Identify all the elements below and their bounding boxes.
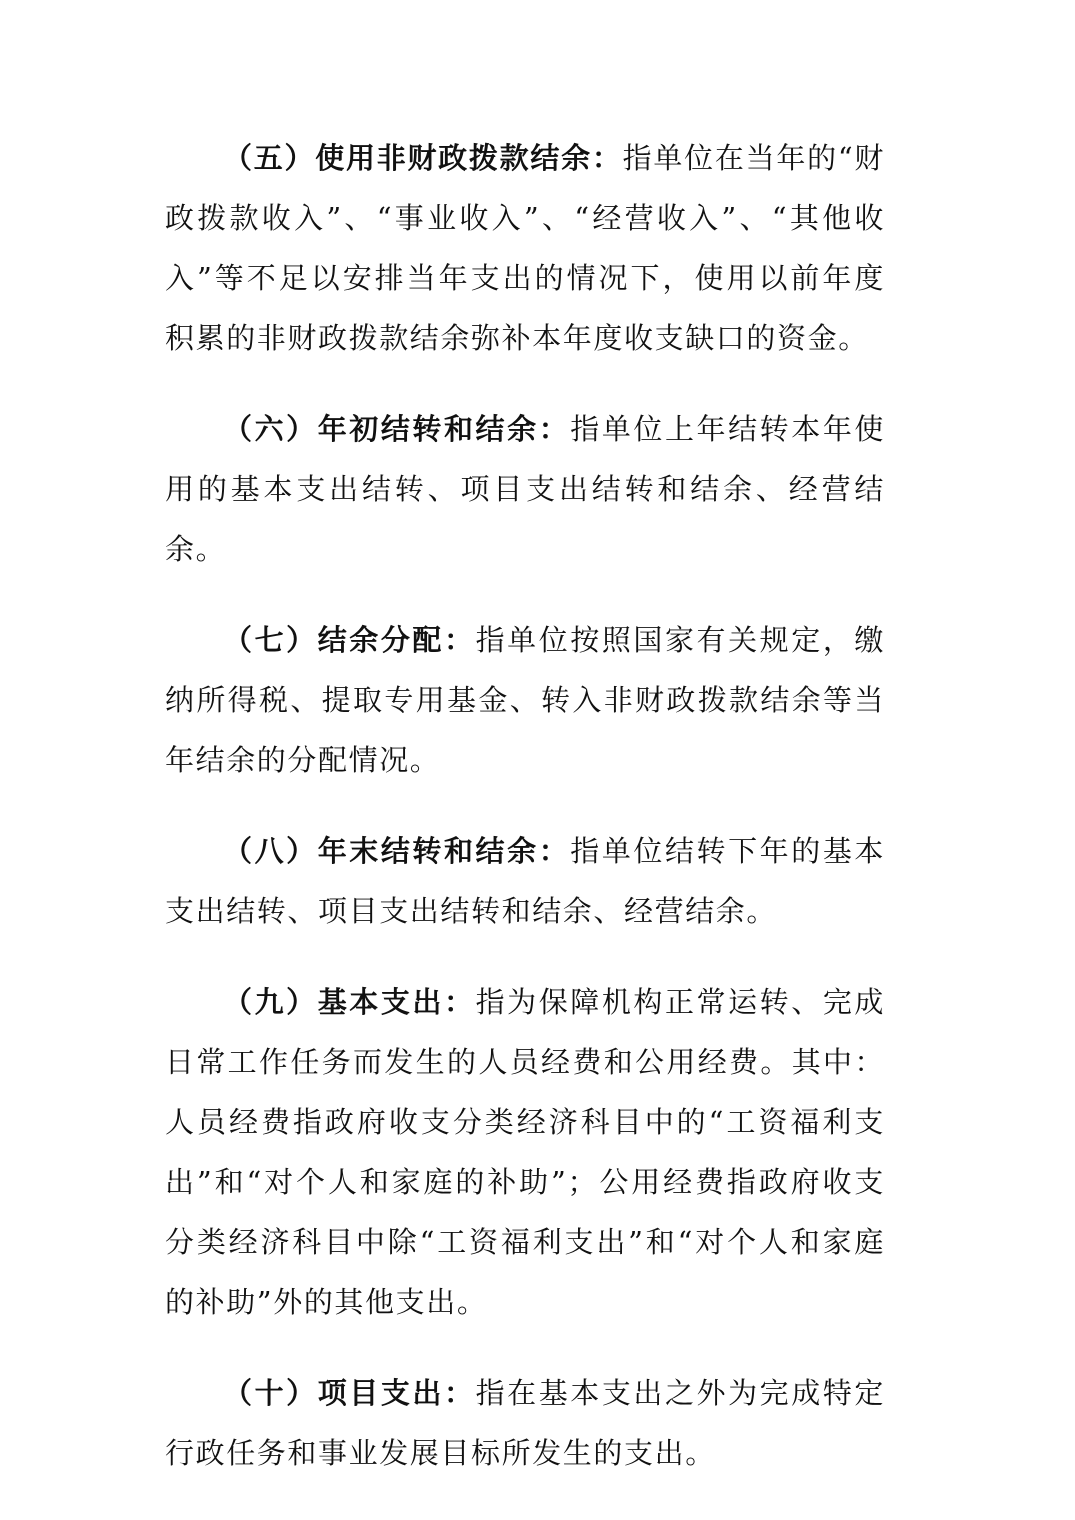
term-heading: （八）年末结转和结余： xyxy=(223,834,571,868)
paragraph-5 xyxy=(165,128,885,368)
term-heading: （七）结余分配： xyxy=(223,623,476,657)
paragraph-text: 指单位在当年的“财政拨款收入”、“事业收入”、“经营收入”、“其他收入”等不足以安排当年支出的情况下，使用以前年度积累的非财政拨款结余弥补本年度收支缺口的资金。 xyxy=(165,141,885,355)
paragraph-text: 指单位按照国家有关规定，缴纳所得税、提取专用基金、转入非财政拨款结余等当年结余的分配情况。 xyxy=(165,623,885,777)
paragraph-text: 指在基本支出之外为完成特定行政任务和事业发展目标所发生的支出。 xyxy=(165,1376,885,1470)
term-heading: （九）基本支出： xyxy=(223,985,476,1019)
paragraph-10 xyxy=(165,1363,885,1483)
paragraph-text: 指单位结转下年的基本支出结转、项目支出结转和结余、经营结余。 xyxy=(165,834,885,928)
paragraph-8 xyxy=(165,821,885,941)
paragraph-9 xyxy=(165,972,885,1332)
term-heading: （六）年初结转和结余： xyxy=(223,412,571,446)
paragraph-6 xyxy=(165,399,885,579)
paragraph-text: 指为保障机构正常运转、完成日常工作任务而发生的人员经费和公用经费。其中：人员经费指政府收支分类经济科目中的“工资福利支出”和“对个人和家庭的补助”；公用经费指政府收支分类经济科目中除“工资福利支出”和“对个人和家庭的补助”外的其他支出。 xyxy=(165,985,885,1319)
paragraph-7 xyxy=(165,610,885,790)
paragraph-text: 指单位上年结转本年使用的基本支出结转、项目支出结转和结余、经营结余。 xyxy=(165,412,885,566)
document-body xyxy=(165,128,885,1514)
term-heading: （十）项目支出： xyxy=(223,1376,476,1410)
term-heading: （五）使用非财政拨款结余： xyxy=(223,141,623,175)
